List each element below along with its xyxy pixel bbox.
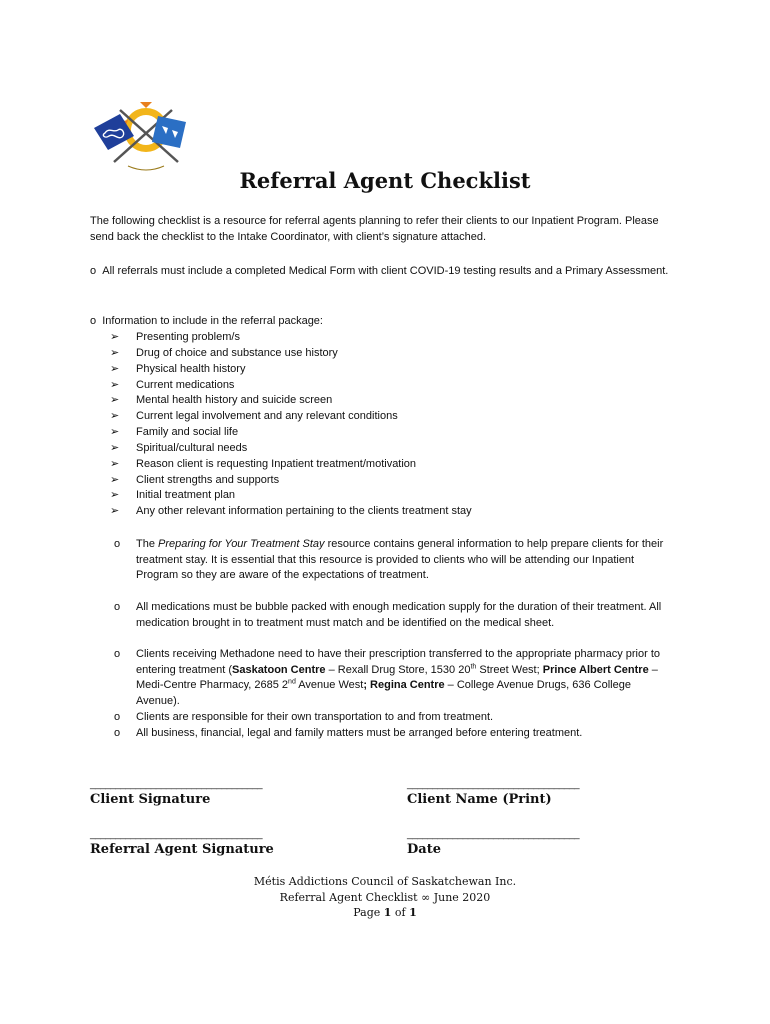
arrow-bullet-icon: ➢ — [110, 394, 120, 407]
signature-line[interactable]: __________________________________ — [90, 829, 263, 840]
page-number: Page 1 of 1 — [353, 906, 417, 919]
checklist-item-methadone — [90, 647, 680, 711]
checklist-item-transportation — [90, 710, 680, 726]
item-text: All business, financial, legal and family matters must be arranged before entering treatment. — [136, 727, 583, 739]
list-item: ➢ Mental health history and suicide screen — [110, 393, 472, 409]
list-item: ➢ Presenting problem/s — [110, 330, 472, 346]
arrow-bullet-icon: ➢ — [110, 489, 120, 502]
list-item: ➢ Drug of choice and substance use history — [110, 346, 472, 362]
arrow-bullet-icon: ➢ — [110, 473, 120, 486]
date-label: Date — [407, 842, 441, 857]
footer-document-info: Referral Agent Checklist ∞ June 2020 — [279, 891, 491, 904]
open-circle-marker: o — [90, 265, 97, 277]
footer-organization: Métis Addictions Council of Saskatchewan Inc. — [253, 875, 517, 888]
list-item: ➢ Family and social life — [110, 425, 472, 441]
open-circle-marker: o — [114, 648, 121, 660]
checklist-item-business — [90, 726, 680, 742]
arrow-bullet-icon: ➢ — [110, 346, 120, 359]
arrow-bullet-icon: ➢ — [110, 457, 120, 470]
open-circle-marker: o — [90, 315, 97, 327]
list-item: ➢ Any other relevant information pertaining to the clients treatment stay — [110, 504, 472, 520]
list-item: ➢ Current medications — [110, 378, 472, 394]
list-item: ➢ Initial treatment plan — [110, 488, 472, 504]
arrow-bullet-icon: ➢ — [110, 505, 120, 518]
arrow-bullet-icon: ➢ — [110, 378, 120, 391]
list-item: ➢ Client strengths and supports — [110, 473, 472, 489]
signature-line[interactable]: __________________________________ — [407, 779, 580, 790]
checklist-item-preparing — [90, 537, 680, 585]
list-item: ➢ Reason client is requesting Inpatient treatment/motivation — [110, 457, 472, 473]
client-signature-label: Client Signature — [90, 792, 211, 807]
client-name-label: Client Name (Print) — [407, 792, 552, 807]
open-circle-marker: o — [114, 601, 121, 613]
checklist-item-medical-form — [90, 263, 680, 279]
signature-line[interactable]: __________________________________ — [90, 779, 263, 790]
item-text: Clients are responsible for their own transportation to and from treatment. — [136, 711, 494, 723]
open-circle-marker: o — [114, 727, 121, 739]
item-text: Clients receiving Methadone need to have their prescription transferred to the appropriate pharmacy prior to entering treatment (Saskatoon Centre – Rexall Drug Store, 1530 20th Street West; Prince Albert Centre – Medi-Centre Pharmacy, 2685 2nd Avenue West; Regina Centre – College Avenue Drugs, 636 College Avenue). — [136, 648, 661, 707]
item-text: The Preparing for Your Treatment Stay resource contains general information to help prepare clients for their treatment stay. It is essential that this resource is provided to clients who will be attending our Inpatient Program so they are aware of the expectations of treatment. — [136, 538, 664, 581]
open-circle-marker: o — [114, 711, 121, 723]
package-list — [110, 330, 472, 520]
item-text: All referrals must include a completed Medical Form with client COVID-19 testing results and a Primary Assessment. — [102, 265, 669, 277]
list-item: ➢ Physical health history — [110, 362, 472, 378]
signature-line[interactable]: __________________________________ — [407, 829, 580, 840]
arrow-bullet-icon: ➢ — [110, 426, 120, 439]
intro-paragraph: The following checklist is a resource for referral agents planning to refer their clients to our Inpatient Program. Please send back the checklist to the Intake Coordinator, with client’s signature attached. — [90, 215, 659, 243]
arrow-bullet-icon: ➢ — [110, 362, 120, 375]
list-item: ➢ Spiritual/cultural needs — [110, 441, 472, 457]
arrow-bullet-icon: ➢ — [110, 410, 120, 423]
arrow-bullet-icon: ➢ — [110, 441, 120, 454]
checklist-item-package — [90, 313, 680, 329]
item-text: All medications must be bubble packed with enough medication supply for the duration of their treatment. All medication brought in to treatment must match and be identified on the medical sheet. — [136, 601, 662, 629]
item-text: Information to include in the referral package: — [102, 315, 323, 327]
list-item: ➢ Current legal involvement and any relevant conditions — [110, 409, 472, 425]
referral-agent-signature-label: Referral Agent Signature — [90, 842, 274, 857]
open-circle-marker: o — [114, 538, 121, 550]
arrow-bullet-icon: ➢ — [110, 331, 120, 343]
checklist-item-medications — [90, 600, 680, 632]
document-title: Referral Agent Checklist — [239, 168, 531, 193]
